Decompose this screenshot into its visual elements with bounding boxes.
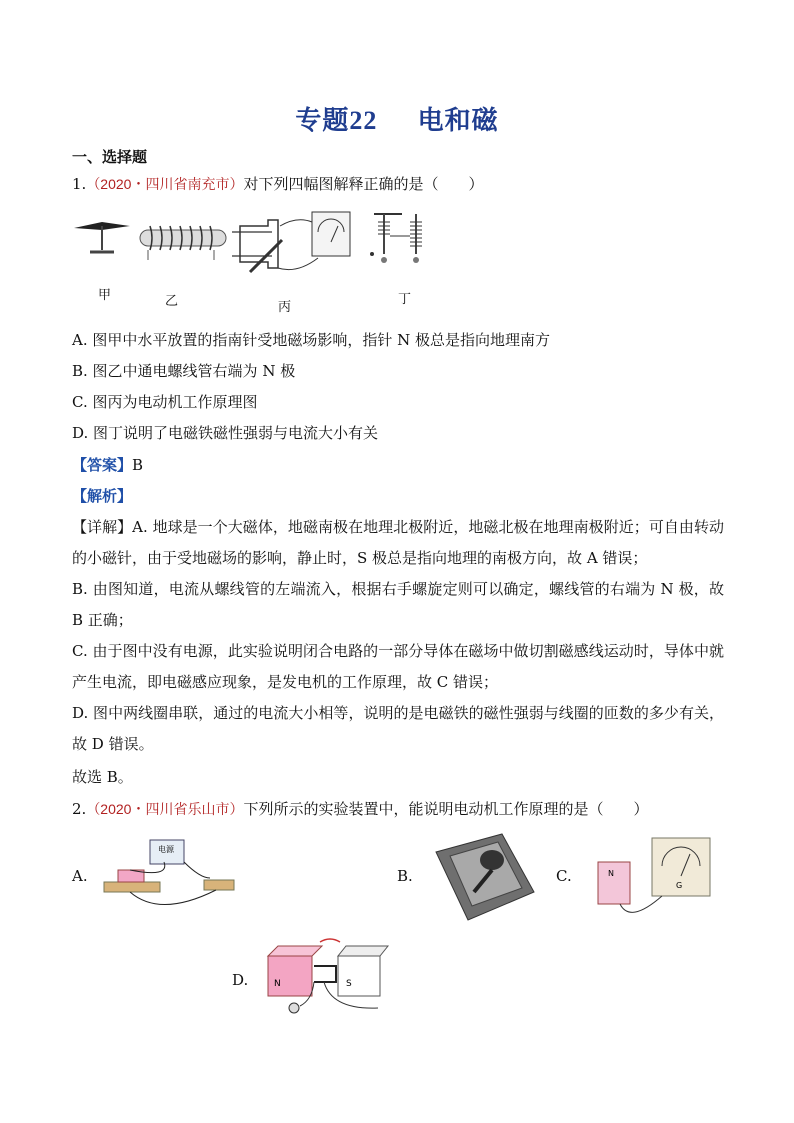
title-number: 22	[349, 106, 378, 135]
q2-stem: 下列所示的实验装置中，能说明电动机工作原理的是（ ）	[243, 800, 649, 818]
q1-figure-strip	[72, 206, 432, 310]
answer-value: B	[132, 456, 144, 474]
title-prefix: 专题	[295, 106, 350, 136]
q1-detail-d: D. 图中两线圈串联，通过的电流大小相等，说明的是电磁铁的磁性强弱与线圈的匝数的多少有关，故 D 错误。	[72, 704, 724, 753]
q2-option-a-label: A.	[72, 867, 88, 885]
q1-option-b: B. 图乙中通电螺线管右端为 N 极	[72, 362, 296, 380]
section-heading: 一、选择题	[72, 148, 148, 166]
fig-label-jia: 甲	[98, 288, 112, 303]
q1-source: （2020・四川省南充市）	[86, 176, 244, 192]
galvanometer-g-label: G	[676, 881, 683, 890]
q2-number: 2.	[72, 800, 87, 818]
magnet-d-s-label: S	[346, 979, 352, 989]
fig-label-yi: 乙	[165, 294, 179, 309]
q2-option-c-figure	[590, 832, 716, 928]
power-supply-label: 电源	[158, 845, 174, 854]
detail-a-text: A. 地球是一个大磁体，地磁南极在地理北极附近，地磁北极在地理南极附近；可自由转动的小磁针，由于受地磁场的影响，静止时，S 极总是指向地理的南极方向，故 A 错误；	[72, 518, 724, 567]
magnet-n-label: N	[608, 869, 614, 878]
q2-option-b-label: B.	[397, 867, 413, 885]
q2-option-c-label: C.	[556, 867, 572, 885]
q1-detail-c: C. 由于图中没有电源，此实验说明闭合电路的一部分导体在磁场中做切割磁感线运动时，导体中就产生电流，即电磁感应现象，是发电机的工作原理，故 C 错误；	[72, 642, 724, 691]
q2-option-d-label: D.	[232, 971, 249, 989]
generator-figure	[232, 212, 350, 272]
compass-needle-figure	[74, 222, 130, 252]
q1-number: 1.	[72, 175, 87, 193]
q1-conclusion: 故选 B。	[72, 768, 133, 786]
q2-source: （2020・四川省乐山市）	[86, 801, 244, 817]
page-title	[0, 100, 794, 137]
fig-label-ding: 丁	[398, 292, 412, 307]
analysis-tag: 【解析】	[72, 487, 133, 505]
electromagnet-figure	[370, 214, 422, 263]
q2-option-b-figure	[428, 830, 540, 922]
q1-option-a: A. 图甲中水平放置的指南针受地磁场影响，指针 N 极总是指向地理南方	[72, 331, 551, 349]
title-topic: 电和磁	[417, 106, 499, 136]
q1-analysis-tag	[72, 486, 132, 506]
solenoid-figure	[140, 226, 226, 260]
q1-answer-line	[72, 455, 143, 475]
magnet-d-n-label: N	[274, 979, 281, 989]
fig-label-bing: 丙	[278, 300, 292, 315]
q1-stem-line	[72, 174, 483, 194]
q2-option-a-figure	[100, 838, 240, 914]
q1-detail-a	[72, 512, 724, 574]
q1-option-c: C. 图丙为电动机工作原理图	[72, 393, 258, 411]
q1-stem: 对下列四幅图解释正确的是（ ）	[243, 175, 484, 193]
answer-tag: 【答案】	[72, 456, 133, 474]
q1-detail-b: B. 由图知道，电流从螺线管的左端流入，根据右手螺旋定则可以确定，螺线管的右端为 N 极，故 B 正确；	[72, 580, 724, 629]
q1-option-d: D. 图丁说明了电磁铁磁性强弱与电流大小有关	[72, 424, 379, 442]
detail-tag: 【详解】	[72, 518, 133, 536]
q2-stem-line	[72, 799, 648, 819]
q2-option-d-figure	[262, 936, 392, 1018]
